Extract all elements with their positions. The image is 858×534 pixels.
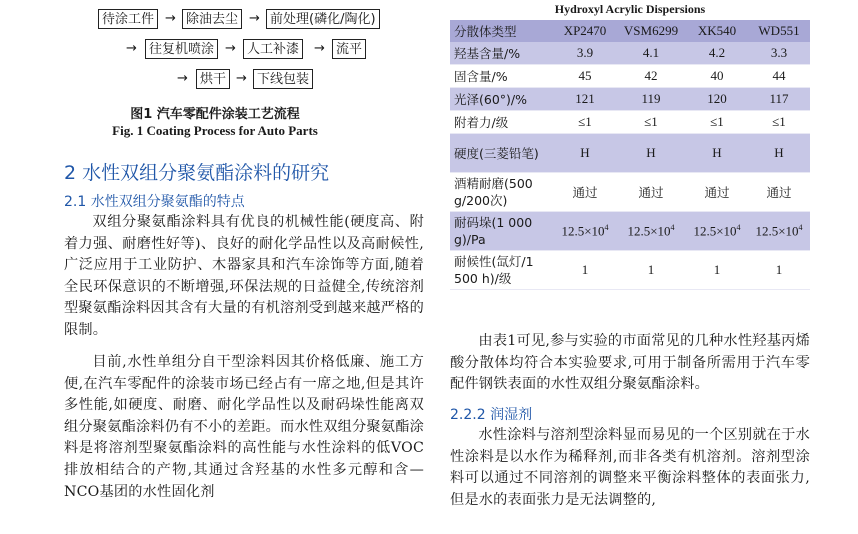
figure-caption-en: Fig. 1 Coating Process for Auto Parts [112,123,318,138]
table-cell: 40 [686,65,748,88]
flow-arrow: → [126,41,137,56]
table-cell: 3.3 [748,42,810,65]
table-cell: ≤1 [616,111,686,134]
table-cell: 酒精耐磨(500 g/200次) [450,173,554,212]
table-cell: 1 [616,251,686,290]
table-row [450,212,810,251]
table-cell [554,212,616,251]
flow-arrow: → [249,11,260,26]
flow-step-4: 往复机喷涂 [145,39,218,59]
table-cell: 45 [554,65,616,88]
table-cell: 羟基含量/% [450,42,554,65]
cell-value: 12.5×10 [755,223,799,239]
table-cell: 121 [554,88,616,111]
table-cell: H [554,134,616,173]
exponent: 4 [604,222,609,232]
table-header-row [450,20,810,42]
table-header-cell: VSM6299 [616,20,686,42]
exponent: 4 [670,222,675,232]
table-cell [686,212,748,251]
table-cell: 附着力/级 [450,111,554,134]
paragraph-4: 水性涂料与溶剂型涂料显而易见的一个区别就在于水性涂料是以水作为稀释剂,而非各类有机溶剂。溶剂型涂料可以通过不同溶剂的调整来平衡涂料整体的表面张力,但是水的表面张力是无法调整的, [450,427,810,508]
table-cell: 通过 [686,173,748,212]
table-cell: 耐码垛(1 000 g)/Pa [450,212,554,251]
table-row [450,111,810,134]
table-cell: ≤1 [748,111,810,134]
table-cell: H [616,134,686,173]
table-row [450,173,810,212]
table-title: Hydroxyl Acrylic Dispersions [554,2,706,16]
table-cell: 44 [748,65,810,88]
table-row [450,65,810,88]
flow-arrow: → [177,71,188,86]
cell-value: 12.5×10 [627,223,671,239]
dispersion-properties-table [450,20,810,290]
table-cell: 117 [748,88,810,111]
table-cell: ≤1 [686,111,748,134]
paragraph-2: 目前,水性单组分自干型涂料因其价格低廉、施工方便,在汽车零配件的涂装市场已经占有一席之地,但是其许多性能,如硬度、耐磨、耐化学品性以及耐码垛性能离双组分聚氨酯涂料仍有不小的差距。而水性双组分聚氨酯涂料是将溶剂型聚氨酯涂料的高性能与水性涂料的低VOC排放相结合的产物,其通过含羟基的水性多元醇和含—NCO基团的水性固化剂 [64,354,424,500]
table-cell: 120 [686,88,748,111]
table-cell: 1 [554,251,616,290]
flow-arrow: → [236,71,247,86]
flow-step-2: 除油去尘 [182,9,242,29]
table-cell: 3.9 [554,42,616,65]
table-cell: 119 [616,88,686,111]
table-cell: 光泽(60°)/% [450,88,554,111]
table-row [450,251,810,290]
flow-step-7: 烘干 [196,69,230,89]
flow-step-6: 流平 [332,39,366,59]
subsection-heading: 2.1 水性双组分聚氨酯的特点 [64,194,245,210]
flow-step-5: 人工补漆 [243,39,303,59]
exponent: 4 [798,222,803,232]
table-header-cell: 分散体类型 [450,20,554,42]
table-header-cell: XK540 [686,20,748,42]
table-cell: 42 [616,65,686,88]
paragraph-1: 双组分聚氨酯涂料具有优良的机械性能(硬度高、附着力强、耐磨性好等)、良好的耐化学品性以及高耐候性,广泛应用于工业防护、木器家具和汽车涂饰等方面,随着全民环保意识的不断增强,环保法规的日益健全,传统溶剂型聚氨酯涂料因其含有大量的有机溶剂受到越来越严格的限制。 [64,214,424,338]
table-row [450,42,810,65]
table-cell: 1 [686,251,748,290]
table-header-cell: WD551 [748,20,810,42]
table-cell: 固含量/% [450,65,554,88]
table-cell: 1 [748,251,810,290]
table-cell: 硬度(三菱铅笔) [450,134,554,173]
table-cell: 通过 [616,173,686,212]
table-cell [616,212,686,251]
flow-step-1: 待涂工件 [98,9,158,29]
flow-arrow: → [165,11,176,26]
table-cell: H [686,134,748,173]
table-cell: 4.2 [686,42,748,65]
figure-caption-cn: 图1 汽车零配件涂装工艺流程 [130,107,300,122]
table-row [450,134,810,173]
table-cell: 耐候性(氙灯/1 500 h)/级 [450,251,554,290]
process-flowchart [0,0,430,100]
table-cell: 4.1 [616,42,686,65]
table-cell: ≤1 [554,111,616,134]
cell-value: 12.5×10 [561,223,605,239]
table-cell [748,212,810,251]
paragraph-3: 由表1可见,参与实验的市面常见的几种水性羟基丙烯酸分散体均符合本实验要求,可用于制备所需用于汽车零配件钢铁表面的水性双组分聚氨酯涂料。 [450,333,810,393]
flow-step-3: 前处理(磷化/陶化) [266,9,380,29]
flow-step-8: 下线包装 [253,69,313,89]
table-cell: H [748,134,810,173]
section-heading: 2 水性双组分聚氨酯涂料的研究 [64,162,330,184]
cell-value: 12.5×10 [693,223,737,239]
table-row [450,88,810,111]
table-cell: 通过 [748,173,810,212]
flow-arrow: → [225,41,236,56]
exponent: 4 [736,222,741,232]
flow-arrow: → [314,41,325,56]
table-header-cell: XP2470 [554,20,616,42]
table-cell: 通过 [554,173,616,212]
subsection-heading-2: 2.2.2 润湿剂 [450,407,533,423]
